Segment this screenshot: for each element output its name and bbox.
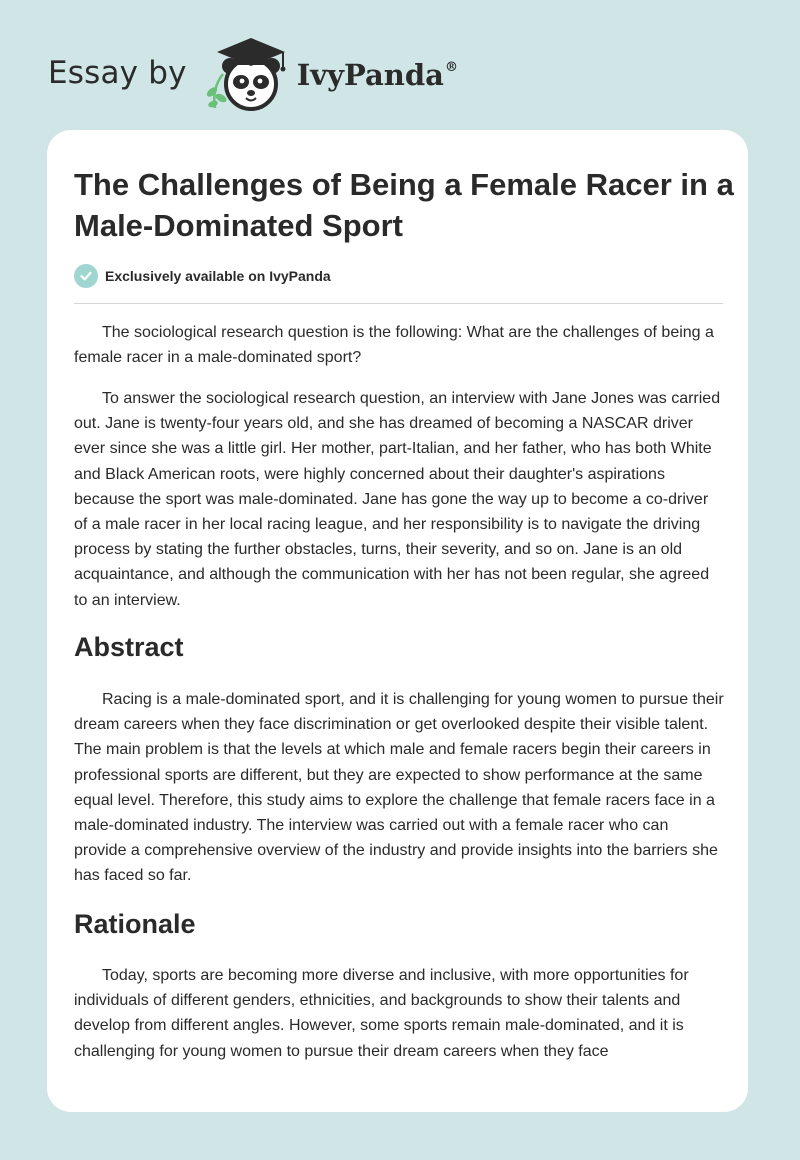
exclusive-badge xyxy=(74,264,331,288)
divider xyxy=(74,303,723,304)
section-heading-rationale: Rationale xyxy=(74,909,196,939)
abstract-paragraph: Racing is a male-dominated sport, and it is challenging for young women to pursue their dream careers when they face discrimination or get overlooked despite their visible talent. The main problem is that the levels at which male and female racers begin their careers in professional sports are different, but they are expected to show performance at the same equal level. Therefore, this study aims to explore the challenge that female racers face in a male-dominated industry. The interview was carried out with a female racer who can provide a comprehensive overview of the industry and provide insights into the barriers she has faced so far. xyxy=(74,691,724,885)
check-icon xyxy=(74,264,98,288)
trademark-symbol: ® xyxy=(444,60,458,75)
panda-logo-icon[interactable] xyxy=(203,36,291,116)
exclusive-label: Exclusively available on IvyPanda xyxy=(105,268,331,284)
essay-card xyxy=(47,130,748,1112)
section-heading-abstract: Abstract xyxy=(74,632,184,662)
intro-paragraph-1: The sociological research question is the following: What are the challenges of being a female racer in a male-dominated sport? xyxy=(74,324,714,367)
essay-title: The Challenges of Being a Female Racer in a Male-Dominated Sport xyxy=(74,167,734,243)
intro-paragraph-2: To answer the sociological research question, an interview with Jane Jones was carried out. Jane is twenty-four years old, and she has dreamed of becoming a NASCAR driver ever since she was a little girl. Her mother, part-Italian, and her father, who has both White and Black American roots, were highly concerned about their daughter's aspirations because the sport was male-dominated. Jane has gone the way up to become a co-driver of a male racer in her local racing league, and her responsibility is to navigate the driving process by stating the further obstacles, turns, their severity, and so on. Jane is an old acquaintance, and although the communication with her has not been regular, she agreed to an interview. xyxy=(74,390,721,609)
rationale-paragraph: Today, sports are becoming more diverse and inclusive, with more opportunities for individuals of different genders, ethnicities, and backgrounds to show their talents and develop from different angles. However, some sports remain male-dominated, and it is challenging for young women to pursue their dream careers when they face xyxy=(74,967,689,1060)
site-header xyxy=(48,36,458,116)
essay-by-label: Essay by xyxy=(48,55,187,91)
brand-name[interactable]: IvyPanda® xyxy=(296,58,458,92)
